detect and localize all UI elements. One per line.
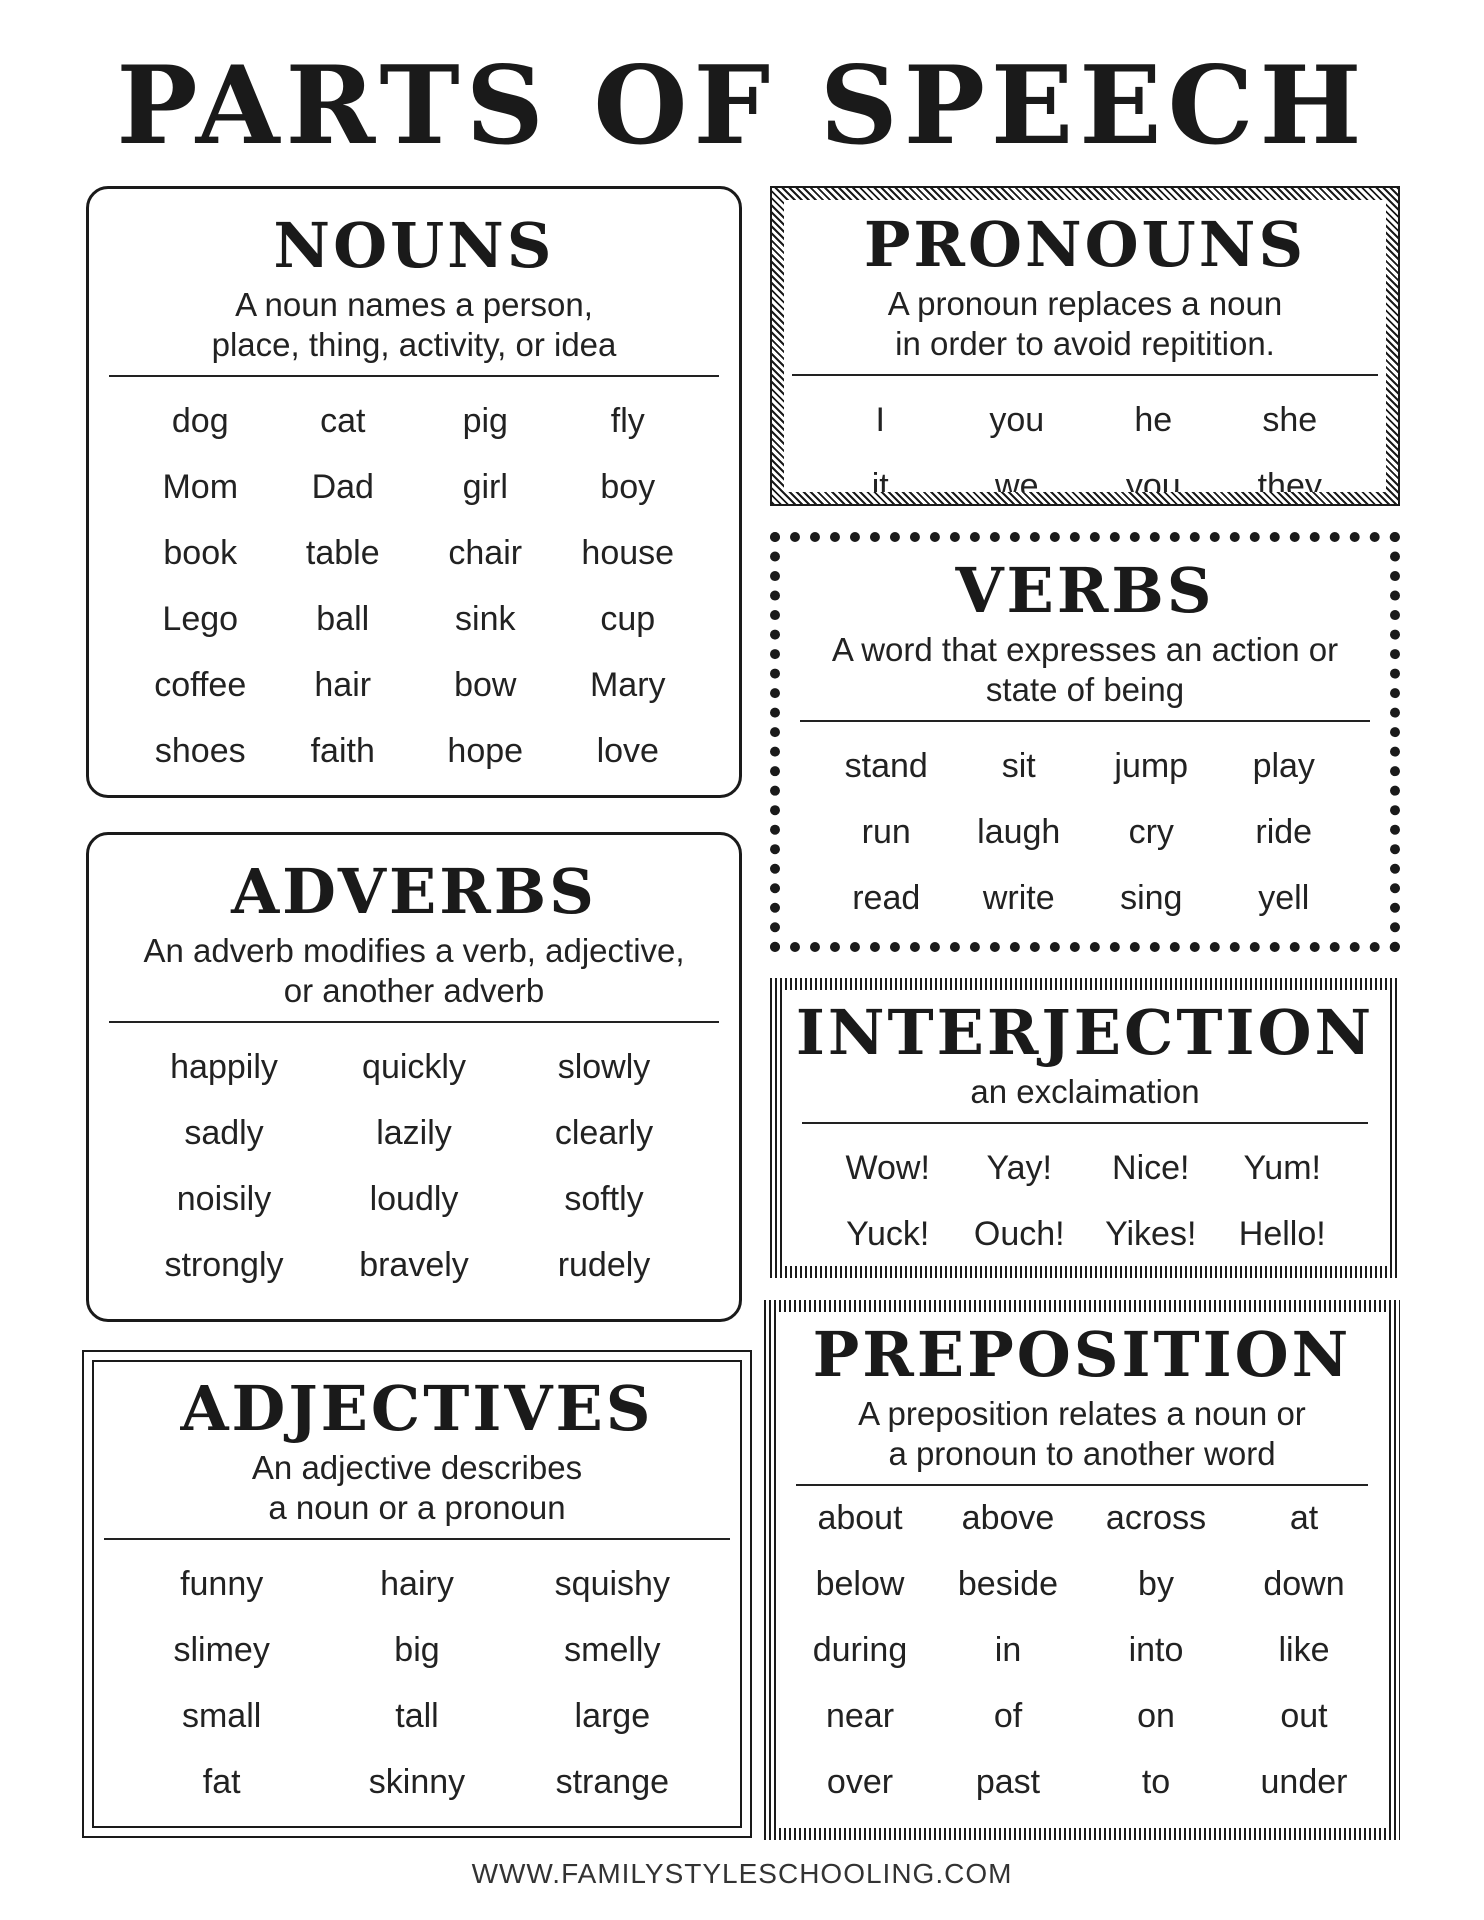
word-item: Hello! xyxy=(1238,1215,1326,1253)
word-item: sink xyxy=(455,600,516,638)
word-item: dog xyxy=(171,402,229,440)
verbs-title: VERBS xyxy=(955,554,1215,627)
preposition-title: PREPOSITION xyxy=(812,1318,1352,1391)
interjection-word-grid xyxy=(782,1150,1388,1252)
adverbs-word-grid xyxy=(89,1049,739,1283)
word-item: big xyxy=(394,1631,440,1669)
word-item: slowly xyxy=(557,1048,651,1086)
adjectives-divider xyxy=(104,1538,730,1540)
word-item: jump xyxy=(1114,747,1189,785)
verbs-desc-line-1: A word that expresses an action or xyxy=(831,631,1339,668)
nouns-box xyxy=(86,186,742,798)
word-item: clearly xyxy=(554,1114,654,1152)
word-item: hair xyxy=(314,666,372,704)
word-item: book xyxy=(163,534,238,572)
word-item: I xyxy=(875,401,885,439)
word-item: Mom xyxy=(162,468,239,506)
word-item: to xyxy=(1141,1763,1171,1801)
word-item: skinny xyxy=(368,1763,466,1801)
word-item: during xyxy=(812,1631,908,1669)
interjection-box xyxy=(770,978,1400,1278)
adverbs-title: ADVERBS xyxy=(231,855,597,928)
word-item: into xyxy=(1128,1631,1184,1669)
word-item: chair xyxy=(448,534,523,572)
word-item: beside xyxy=(957,1565,1059,1603)
word-item: hope xyxy=(447,732,524,770)
word-item: fly xyxy=(610,402,645,440)
preposition-box xyxy=(764,1300,1400,1840)
word-item: fat xyxy=(202,1763,241,1801)
adverbs-description xyxy=(89,931,739,1011)
word-item: small xyxy=(181,1697,262,1735)
verbs-description xyxy=(780,630,1390,710)
word-item: girl xyxy=(462,468,508,506)
word-item: Wow! xyxy=(845,1149,930,1187)
page-title: PARTS OF SPEECH xyxy=(116,43,1368,169)
preposition-desc-line-1: A preposition relates a noun or xyxy=(858,1395,1306,1432)
word-item: cat xyxy=(320,402,366,440)
word-item: quickly xyxy=(362,1048,466,1086)
adverbs-desc-line-2: or another adverb xyxy=(283,972,545,1009)
word-item: slimey xyxy=(173,1631,270,1669)
word-item: over xyxy=(826,1763,894,1801)
word-item: squishy xyxy=(554,1565,670,1603)
pronouns-desc-line-2: in order to avoid repitition. xyxy=(895,325,1275,362)
word-item: near xyxy=(825,1697,895,1735)
word-item: run xyxy=(861,813,911,851)
word-item: pig xyxy=(462,402,508,440)
adjectives-description xyxy=(84,1448,750,1528)
verbs-divider xyxy=(800,720,1370,722)
word-item: like xyxy=(1278,1631,1330,1669)
verbs-desc-line-2: state of being xyxy=(985,671,1185,708)
verbs-word-grid xyxy=(780,748,1390,916)
word-item: above xyxy=(961,1499,1055,1537)
word-item: hairy xyxy=(380,1565,454,1603)
word-item: about xyxy=(817,1499,903,1537)
word-item: coffee xyxy=(154,666,247,704)
word-item: of xyxy=(993,1697,1023,1735)
pronouns-box xyxy=(770,186,1400,506)
word-item: yell xyxy=(1258,879,1310,917)
word-item: loudly xyxy=(369,1180,459,1218)
word-item: Nice! xyxy=(1112,1149,1190,1187)
word-item: bravely xyxy=(359,1246,469,1284)
word-item: smelly xyxy=(564,1631,661,1669)
adjectives-title: ADJECTIVES xyxy=(180,1372,654,1445)
interjection-title: INTERJECTION xyxy=(795,996,1375,1069)
word-item: play xyxy=(1252,747,1315,785)
nouns-title: NOUNS xyxy=(273,209,555,282)
preposition-word-grid xyxy=(776,1500,1388,1800)
word-item: happily xyxy=(170,1048,278,1086)
pronouns-desc-line-1: A pronoun replaces a noun xyxy=(887,285,1283,322)
interjection-desc-line-1: an exclaimation xyxy=(970,1073,1200,1110)
word-item: Dad xyxy=(311,468,374,506)
word-item: Ouch! xyxy=(973,1215,1065,1253)
word-item: in xyxy=(994,1631,1022,1669)
word-item: boy xyxy=(600,468,656,506)
adjectives-word-grid xyxy=(84,1566,750,1800)
interjection-divider xyxy=(802,1122,1368,1124)
word-item: she xyxy=(1262,401,1318,439)
adjectives-desc-line-1: An adjective describes xyxy=(251,1449,583,1486)
word-item: out xyxy=(1280,1697,1328,1735)
word-item: read xyxy=(852,879,921,917)
word-item: you xyxy=(989,401,1045,439)
word-item: house xyxy=(581,534,675,572)
word-item: lazily xyxy=(376,1114,452,1152)
adjectives-box xyxy=(82,1350,752,1838)
adverbs-desc-line-1: An adverb modifies a verb, adjective, xyxy=(143,932,685,969)
word-item: he xyxy=(1134,401,1173,439)
verbs-box xyxy=(770,532,1400,952)
nouns-desc-line-1: A noun names a person, xyxy=(235,286,593,323)
word-item: Yum! xyxy=(1243,1149,1321,1187)
word-item: strongly xyxy=(164,1246,284,1284)
word-item: large xyxy=(574,1697,651,1735)
adjectives-desc-line-2: a noun or a pronoun xyxy=(268,1489,566,1526)
word-item: Mary xyxy=(589,666,666,704)
word-item: noisily xyxy=(176,1180,272,1218)
preposition-desc-line-2: a pronoun to another word xyxy=(888,1435,1276,1472)
word-item: we xyxy=(995,467,1039,505)
preposition-description xyxy=(776,1394,1388,1474)
word-item: past xyxy=(975,1763,1041,1801)
word-item: you xyxy=(1125,467,1181,505)
word-item: ride xyxy=(1255,813,1313,851)
word-item: funny xyxy=(180,1565,264,1603)
word-item: on xyxy=(1137,1697,1175,1735)
interjection-description xyxy=(782,1072,1388,1112)
word-item: they xyxy=(1257,467,1322,505)
word-item: shoes xyxy=(154,732,246,770)
word-item: rudely xyxy=(557,1246,651,1284)
footer-url: WWW.FAMILYSTYLESCHOOLING.COM xyxy=(471,1858,1013,1889)
word-item: Yikes! xyxy=(1105,1215,1197,1253)
word-item: laugh xyxy=(977,813,1061,851)
pronouns-frame xyxy=(772,188,1398,504)
word-item: sing xyxy=(1120,879,1183,917)
word-item: bow xyxy=(454,666,517,704)
nouns-divider xyxy=(109,375,719,377)
word-item: it xyxy=(871,467,889,505)
word-item: by xyxy=(1138,1565,1174,1603)
word-item: at xyxy=(1289,1499,1319,1537)
nouns-desc-line-2: place, thing, activity, or idea xyxy=(211,326,617,363)
word-item: strange xyxy=(555,1763,670,1801)
word-item: stand xyxy=(844,747,928,785)
preposition-divider xyxy=(796,1484,1368,1486)
word-item: sit xyxy=(1001,747,1036,785)
pronouns-title: PRONOUNS xyxy=(863,208,1307,281)
word-item: cry xyxy=(1128,813,1174,851)
word-item: down xyxy=(1263,1565,1345,1603)
nouns-description xyxy=(89,285,739,365)
word-item: love xyxy=(596,732,659,770)
adverbs-box xyxy=(86,832,742,1322)
nouns-word-grid xyxy=(89,403,739,769)
word-item: Yuck! xyxy=(846,1215,930,1253)
word-item: write xyxy=(982,879,1055,917)
word-item: ball xyxy=(316,600,370,638)
word-item: under xyxy=(1260,1763,1348,1801)
adverbs-divider xyxy=(109,1021,719,1023)
word-item: tall xyxy=(395,1697,439,1735)
word-item: below xyxy=(815,1565,905,1603)
word-item: faith xyxy=(310,732,375,770)
word-item: Lego xyxy=(162,600,239,638)
word-item: sadly xyxy=(184,1114,264,1152)
word-item: Yay! xyxy=(986,1149,1052,1187)
word-item: table xyxy=(305,534,380,572)
word-item: softly xyxy=(564,1180,644,1218)
word-item: cup xyxy=(600,600,656,638)
word-item: across xyxy=(1105,1499,1207,1537)
